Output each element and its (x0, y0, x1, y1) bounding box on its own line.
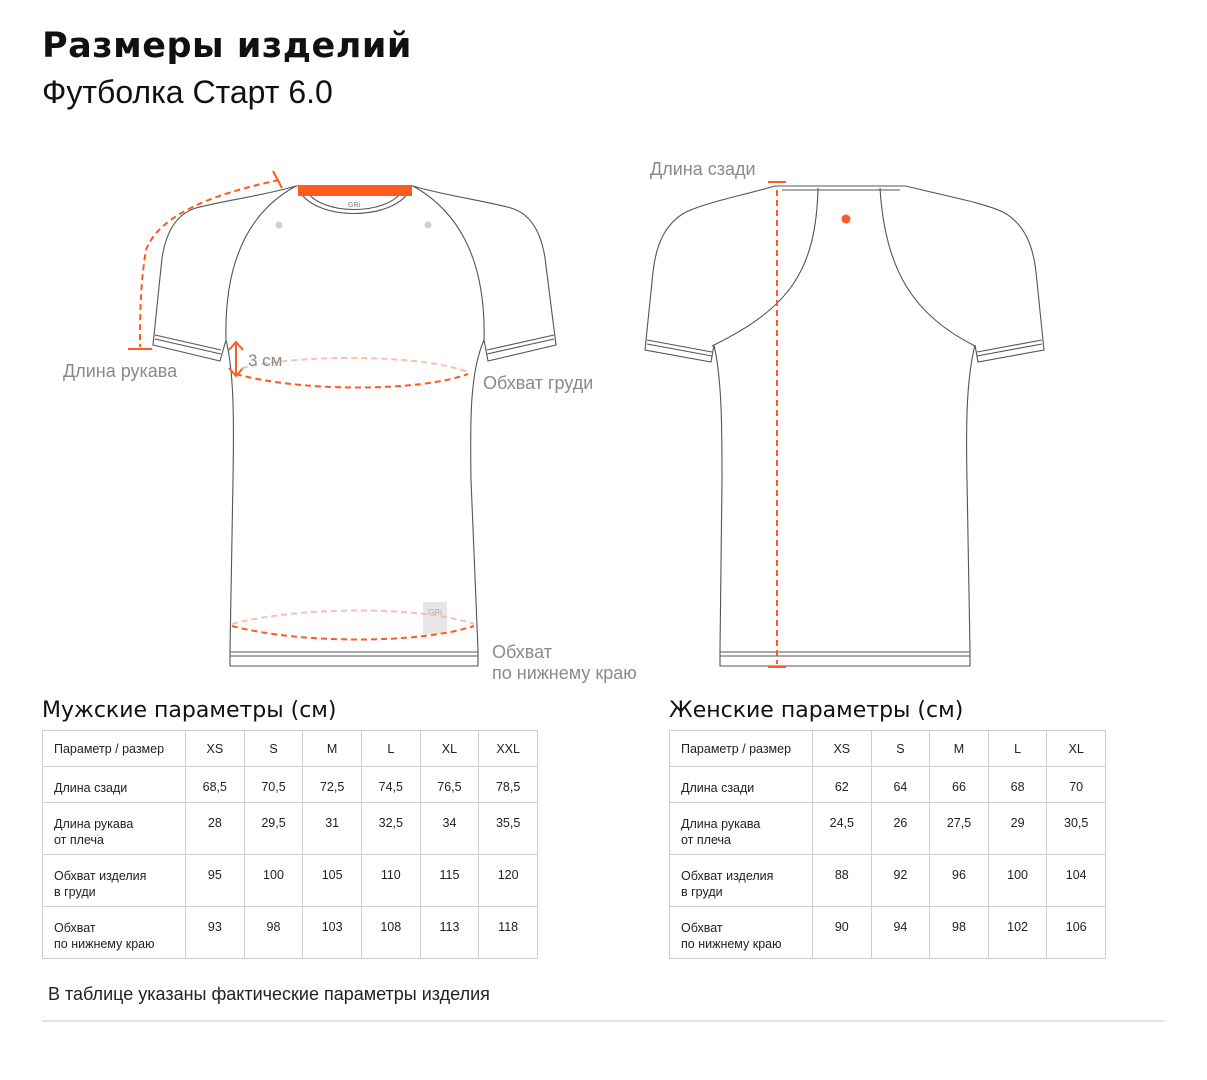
table-cell: 103 (303, 907, 362, 959)
table-row (670, 855, 1106, 907)
front-tshirt-outline (153, 186, 556, 666)
women-table-header-row (670, 731, 1106, 767)
row-label (670, 907, 813, 959)
table-cell: 100 (244, 855, 303, 907)
men-size-header: L (361, 731, 420, 767)
chest-offset-label: 3 см (248, 351, 283, 370)
table-cell: 93 (186, 907, 245, 959)
table-cell: 96 (930, 855, 989, 907)
table-cell: 100 (988, 855, 1047, 907)
table-cell: 32,5 (361, 803, 420, 855)
table-cell: 68 (988, 767, 1047, 803)
table-cell: 27,5 (930, 803, 989, 855)
table-note: В таблице указаны фактические параметры изделия (48, 984, 490, 1004)
women-size-header: XS (813, 731, 872, 767)
table-cell: 115 (420, 855, 479, 907)
table-cell: 34 (420, 803, 479, 855)
table-cell: 68,5 (186, 767, 245, 803)
row-label-line1: Обхват изделия (54, 869, 147, 883)
women-size-table (669, 730, 1106, 959)
table-cell: 90 (813, 907, 872, 959)
bottom-divider (42, 1020, 1165, 1022)
table-cell: 30,5 (1047, 803, 1106, 855)
men-table-header-row (43, 731, 538, 767)
women-header-param: Параметр / размер (670, 731, 813, 767)
front-dot-right (425, 222, 432, 229)
hem-tag (423, 602, 447, 634)
table-cell: 98 (244, 907, 303, 959)
row-label-line2: по нижнему краю (54, 937, 155, 951)
hem-tag-logo: GRi (428, 608, 442, 617)
table-cell: 31 (303, 803, 362, 855)
hem-girth-label (492, 642, 637, 684)
row-label-line1: Обхват (54, 921, 96, 935)
table-cell: 92 (871, 855, 930, 907)
row-label-line1: Длина сзади (54, 781, 128, 795)
sleeve-length-measure (128, 171, 282, 349)
table-cell: 98 (930, 907, 989, 959)
table-cell: 88 (813, 855, 872, 907)
hem-girth-label-line1: Обхват (492, 642, 552, 662)
women-table-heading: Женские параметры (см) (669, 698, 964, 723)
table-row (670, 907, 1106, 959)
table-cell: 104 (1047, 855, 1106, 907)
table-cell: 62 (813, 767, 872, 803)
row-label-line1: Обхват (681, 921, 723, 935)
row-label-line1: Длина сзади (681, 781, 755, 795)
page-title: Размеры изделий (42, 26, 412, 66)
table-row (43, 767, 538, 803)
back-dot (842, 215, 851, 224)
men-table-heading: Мужские параметры (см) (42, 698, 337, 723)
table-cell: 78,5 (479, 767, 538, 803)
table-cell: 70 (1047, 767, 1106, 803)
row-label-line2: в груди (681, 885, 723, 899)
row-label-line1: Длина рукава (681, 817, 761, 831)
table-cell: 105 (303, 855, 362, 907)
table-cell: 94 (871, 907, 930, 959)
back-tshirt-outline (645, 186, 1044, 666)
collar-logo: GRi (348, 202, 361, 209)
hem-girth-label-line2: по нижнему краю (492, 663, 637, 683)
table-cell: 28 (186, 803, 245, 855)
row-label (43, 767, 186, 803)
row-label (43, 855, 186, 907)
chest-offset-arrow (229, 342, 243, 376)
row-label (670, 855, 813, 907)
men-size-header: XS (186, 731, 245, 767)
women-size-header: L (988, 731, 1047, 767)
front-dot-left (276, 222, 283, 229)
table-cell: 95 (186, 855, 245, 907)
table-cell: 120 (479, 855, 538, 907)
chest-girth-label: Обхват груди (483, 373, 594, 393)
men-size-table (42, 730, 538, 959)
row-label (43, 907, 186, 959)
men-size-header: M (303, 731, 362, 767)
table-cell: 76,5 (420, 767, 479, 803)
table-cell: 106 (1047, 907, 1106, 959)
table-cell: 74,5 (361, 767, 420, 803)
table-row (43, 907, 538, 959)
row-label-line1: Обхват изделия (681, 869, 774, 883)
table-cell: 110 (361, 855, 420, 907)
table-row (43, 855, 538, 907)
row-label-line2: от плеча (54, 833, 104, 847)
women-size-header: S (871, 731, 930, 767)
table-cell: 35,5 (479, 803, 538, 855)
table-row (670, 767, 1106, 803)
row-label-line2: по нижнему краю (681, 937, 782, 951)
row-label (43, 803, 186, 855)
table-cell: 70,5 (244, 767, 303, 803)
women-size-header: M (930, 731, 989, 767)
men-size-header: XXL (479, 731, 538, 767)
table-row (670, 803, 1106, 855)
row-label (670, 803, 813, 855)
table-cell: 118 (479, 907, 538, 959)
men-size-header: XL (420, 731, 479, 767)
product-name: Футболка Старт 6.0 (42, 74, 333, 110)
men-size-header: S (244, 731, 303, 767)
row-label-line1: Длина рукава (54, 817, 134, 831)
women-size-header: XL (1047, 731, 1106, 767)
sleeve-length-label: Длина рукава (63, 361, 178, 381)
table-cell: 29,5 (244, 803, 303, 855)
table-cell: 29 (988, 803, 1047, 855)
table-cell: 102 (988, 907, 1047, 959)
back-length-measure (768, 182, 786, 667)
table-cell: 26 (871, 803, 930, 855)
table-cell: 66 (930, 767, 989, 803)
table-cell: 72,5 (303, 767, 362, 803)
row-label-line2: от плеча (681, 833, 731, 847)
table-cell: 108 (361, 907, 420, 959)
table-cell: 113 (420, 907, 479, 959)
table-cell: 64 (871, 767, 930, 803)
row-label-line2: в груди (54, 885, 96, 899)
men-header-param: Параметр / размер (43, 731, 186, 767)
table-cell: 24,5 (813, 803, 872, 855)
back-length-label: Длина сзади (650, 159, 756, 179)
row-label (670, 767, 813, 803)
table-row (43, 803, 538, 855)
collar-band (298, 185, 412, 196)
